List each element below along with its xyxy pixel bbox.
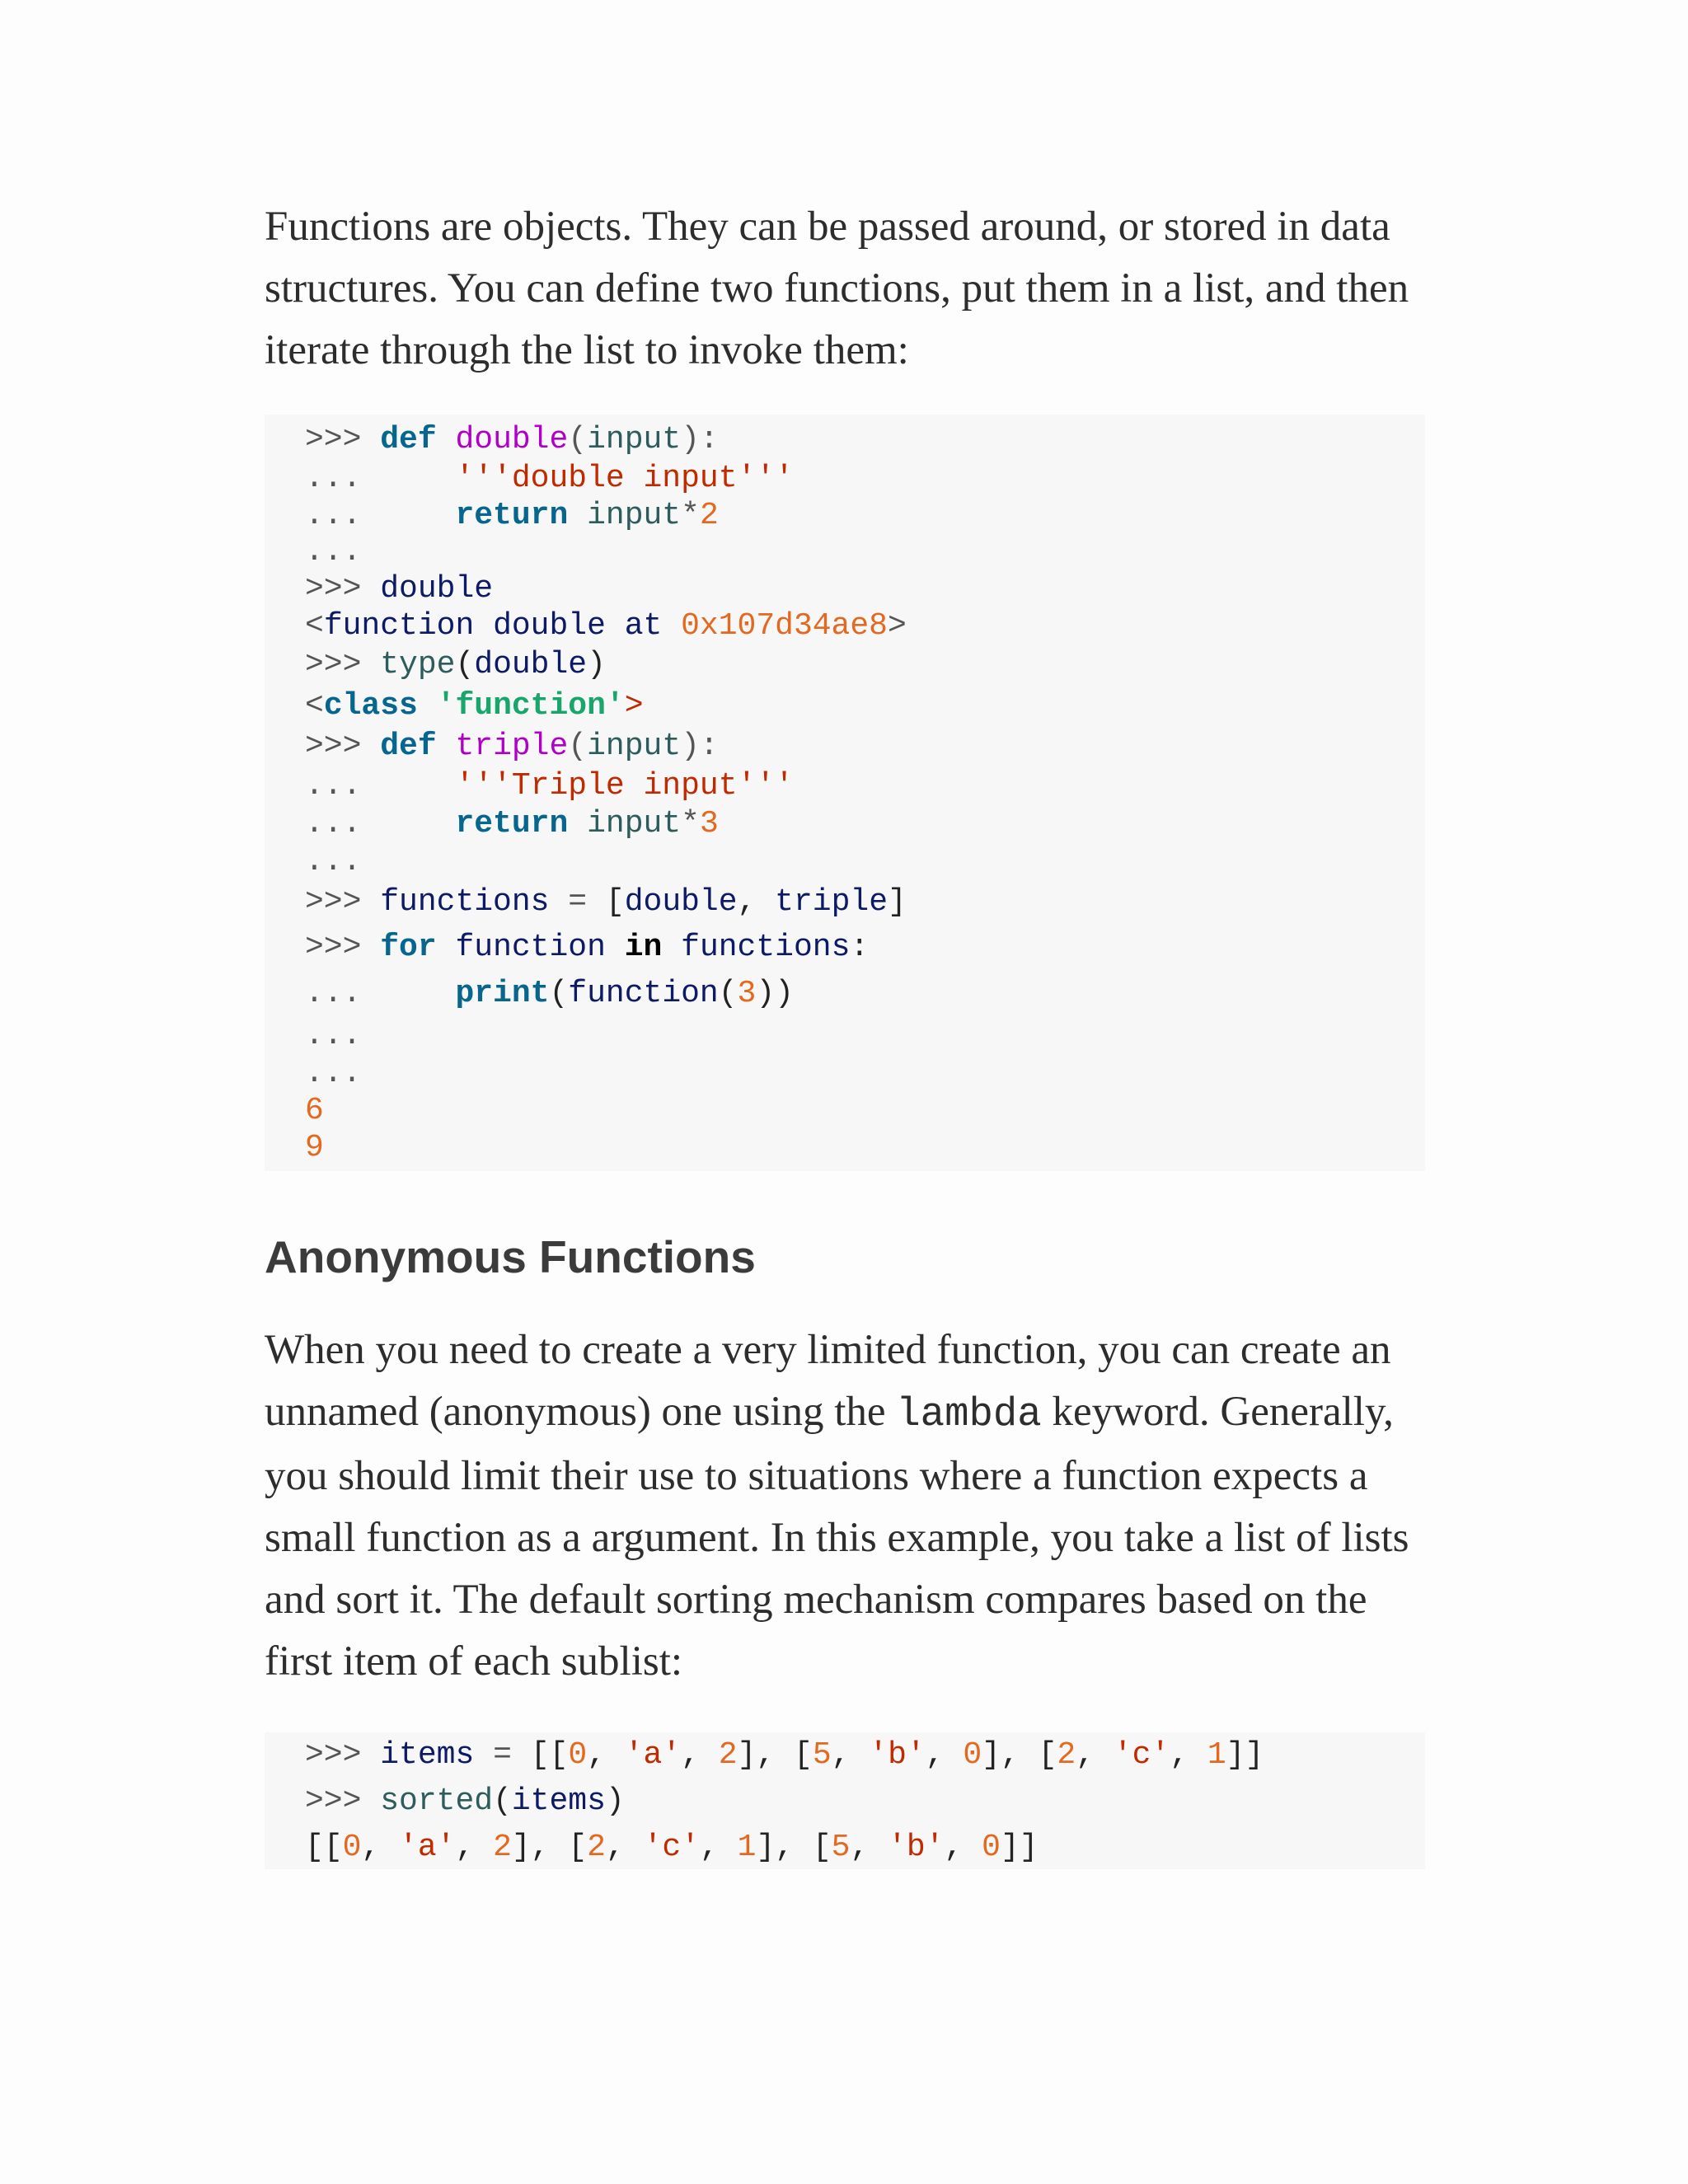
code-line: >>> for function in functions: (305, 930, 870, 965)
code-line: ... return input*3 (305, 806, 719, 841)
code-line: [[0, 'a', 2], [2, 'c', 1], [5, 'b', 0]] (305, 1830, 1039, 1865)
anon-line-3: you should limit their use to situations where a function expects a (265, 1453, 1368, 1499)
code-line: ... (305, 1018, 362, 1053)
code-line: ... (305, 534, 362, 569)
anon-line-4: small function as a argument. In this example, you take a list of lists (265, 1515, 1409, 1561)
anon-line-5: and sort it. The default sorting mechanism compares based on the (265, 1577, 1367, 1623)
anon-line-6: first item of each sublist: (265, 1638, 683, 1685)
code-line: 9 (305, 1130, 324, 1165)
section-heading-anonymous-functions: Anonymous Functions (265, 1231, 756, 1282)
code-line: ... (305, 844, 362, 879)
code-line: <function double at 0x107d34ae8> (305, 608, 907, 644)
intro-line-3: iterate through the list to invoke them: (265, 327, 909, 373)
code-line: >>> double (305, 571, 494, 607)
code-line: >>> def double(input): (305, 422, 719, 457)
anon-line-1: When you need to create a very limited function, you can create an (265, 1327, 1391, 1373)
code-line: >>> sorted(items) (305, 1783, 625, 1819)
anonymous-paragraph (265, 1319, 1425, 1693)
code-line: >>> def triple(input): (305, 729, 719, 764)
code-line: >>> items = [[0, 'a', 2], [5, 'b', 0], [2, 'c', 1]] (305, 1737, 1264, 1773)
code-block-sorted (265, 1732, 1425, 1869)
code-line: 6 (305, 1093, 324, 1128)
code-line: ... return input*2 (305, 498, 719, 533)
code-block-functions (265, 415, 1425, 1171)
intro-paragraph (265, 196, 1425, 382)
code-line: ... '''Triple input''' (305, 768, 794, 804)
code-line: >>> type(double) (305, 647, 606, 682)
code-line: ... print(function(3)) (305, 976, 794, 1011)
inline-code-lambda: lambda (896, 1391, 1042, 1437)
code-line: <class 'function'> (305, 688, 644, 724)
anon-line-2: unnamed (anonymous) one using the lambda keyword. Generally, (265, 1389, 1394, 1437)
page-content (265, 196, 1425, 1869)
code-line: ... '''double input''' (305, 461, 794, 496)
intro-line-2: structures. You can define two functions, put them in a list, and then (265, 265, 1409, 312)
code-line: ... (305, 1056, 362, 1091)
code-line: >>> functions = [double, triple] (305, 884, 907, 920)
intro-line-1: Functions are objects. They can be passed around, or stored in data (265, 204, 1390, 250)
